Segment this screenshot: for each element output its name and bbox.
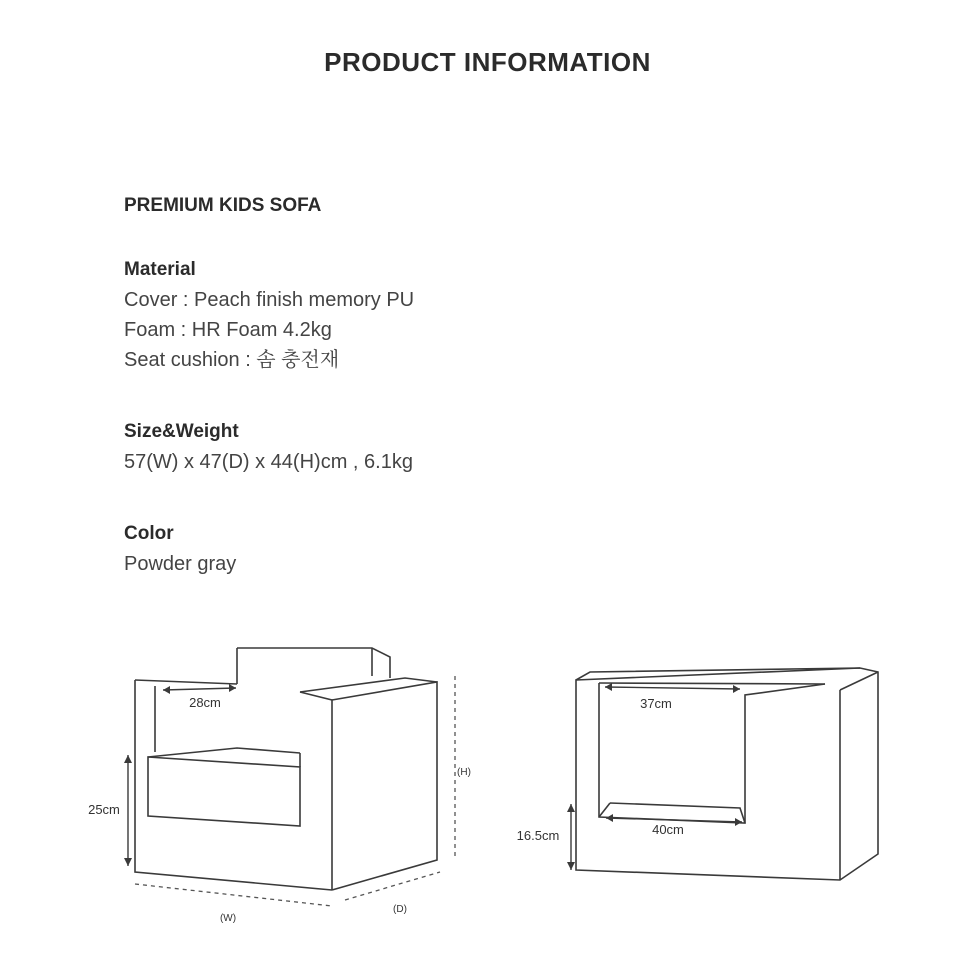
size-weight-value: 57(W) x 47(D) x 44(H)cm , 6.1kg <box>124 451 413 473</box>
product-name: PREMIUM KIDS SOFA <box>124 195 322 216</box>
height-dimension-label: (H) <box>457 767 471 778</box>
material-foam: Foam : HR Foam 4.2kg <box>124 319 332 341</box>
inner-width-top-label: 37cm <box>640 696 672 711</box>
material-seat-cushion: Seat cushion : 솜 충전재 <box>124 349 340 371</box>
material-section <box>124 255 414 375</box>
seat-height-label: 25cm <box>88 802 120 817</box>
page-title: PRODUCT INFORMATION <box>324 47 651 77</box>
depth-dimension-label: (D) <box>393 904 407 915</box>
color-heading: Color <box>124 523 174 544</box>
material-heading: Material <box>124 259 196 280</box>
color-section <box>124 519 236 579</box>
front-seat-height-label: 16.5cm <box>516 828 560 843</box>
inner-width-bottom-label: 40cm <box>652 822 684 837</box>
arm-width-label: 28cm <box>189 695 221 710</box>
width-dimension-label: (W) <box>219 913 237 924</box>
size-weight-section <box>124 417 413 477</box>
size-weight-heading: Size&Weight <box>124 421 239 442</box>
material-cover: Cover : Peach finish memory PU <box>124 289 415 311</box>
color-value: Powder gray <box>124 553 237 575</box>
